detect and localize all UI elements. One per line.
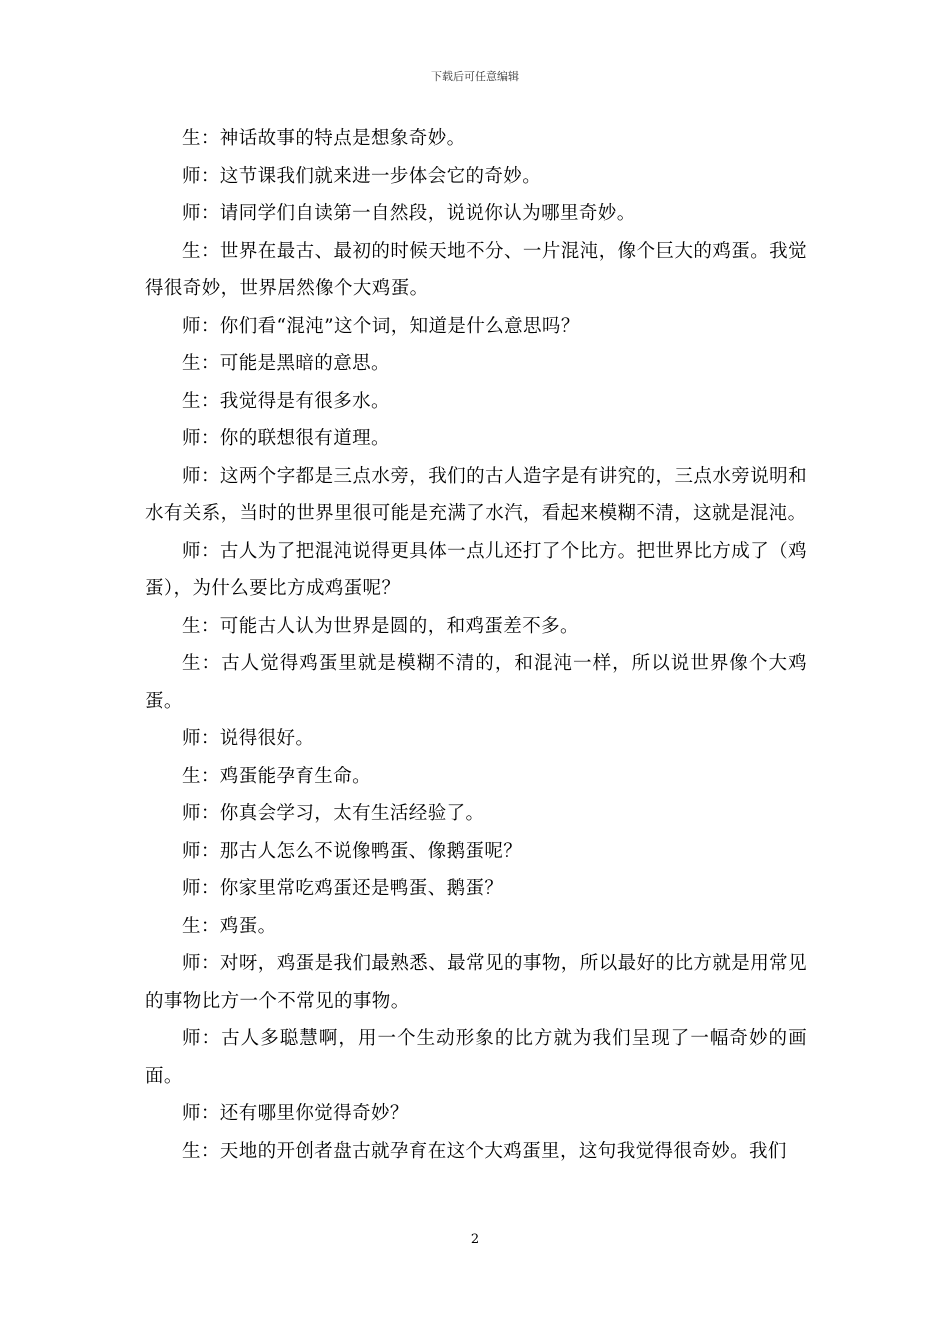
document-body (145, 120, 807, 1170)
paragraph: 师：还有哪里你觉得奇妙？ (182, 1103, 409, 1124)
paragraph: 生：古人觉得鸡蛋里就是模糊不清的，和混沌一样，所以说世界像个大鸡蛋。 (145, 653, 807, 712)
paragraph: 生：可能是黑暗的意思。 (182, 353, 390, 374)
paragraph: 师：请同学们自读第一自然段，说说你认为哪里奇妙。 (182, 203, 636, 224)
paragraph: 师：这两个字都是三点水旁，我们的古人造字是有讲究的，三点水旁说明和水有关系，当时的世界里很可能是充满了水汽，看起来模糊不清，这就是混沌。 (145, 465, 807, 524)
page-header: 下载后可任意编辑 (431, 70, 519, 83)
paragraph: 师：古人为了把混沌说得更具体一点儿还打了个比方。把世界比方成了（鸡蛋），为什么要比方成鸡蛋呢？ (145, 540, 807, 599)
paragraph: 师：这节课我们就来进一步体会它的奇妙。 (182, 165, 542, 187)
paragraph: 师：你真会学习，太有生活经验了。 (182, 803, 485, 824)
paragraph: 师：你的联想很有道理。 (182, 428, 390, 449)
paragraph: 生：鸡蛋。 (182, 915, 277, 937)
paragraph: 生：天地的开创者盘古就孕育在这个大鸡蛋里，这句我觉得很奇妙。我们 (182, 1140, 787, 1162)
paragraph: 生：世界在最古、最初的时候天地不分、一片混沌，像个巨大的鸡蛋。我觉得很奇妙，世界居然像个大鸡蛋。 (145, 240, 807, 299)
paragraph: 生：神话故事的特点是想象奇妙。 (182, 128, 466, 149)
paragraph: 师：对呀，鸡蛋是我们最熟悉、最常见的事物，所以最好的比方就是用常见的事物比方一个不常见的事物。 (145, 953, 807, 1012)
paragraph: 生：可能古人认为世界是圆的，和鸡蛋差不多。 (182, 615, 579, 637)
paragraph: 师：说得很好。 (182, 728, 315, 749)
paragraph: 师：那古人怎么不说像鸭蛋、像鹅蛋呢？ (182, 840, 523, 862)
paragraph: 师：古人多聪慧啊，用一个生动形象的比方就为我们呈现了一幅奇妙的画面。 (145, 1028, 807, 1087)
page-number: 2 (470, 1232, 480, 1247)
paragraph: 生：鸡蛋能孕育生命。 (182, 765, 372, 787)
paragraph: 师：你们看“混沌”这个词，知道是什么意思吗？ (182, 315, 580, 337)
paragraph: 师：你家里常吃鸡蛋还是鸭蛋、鹅蛋？ (182, 878, 504, 899)
paragraph: 生：我觉得是有很多水。 (182, 390, 390, 412)
